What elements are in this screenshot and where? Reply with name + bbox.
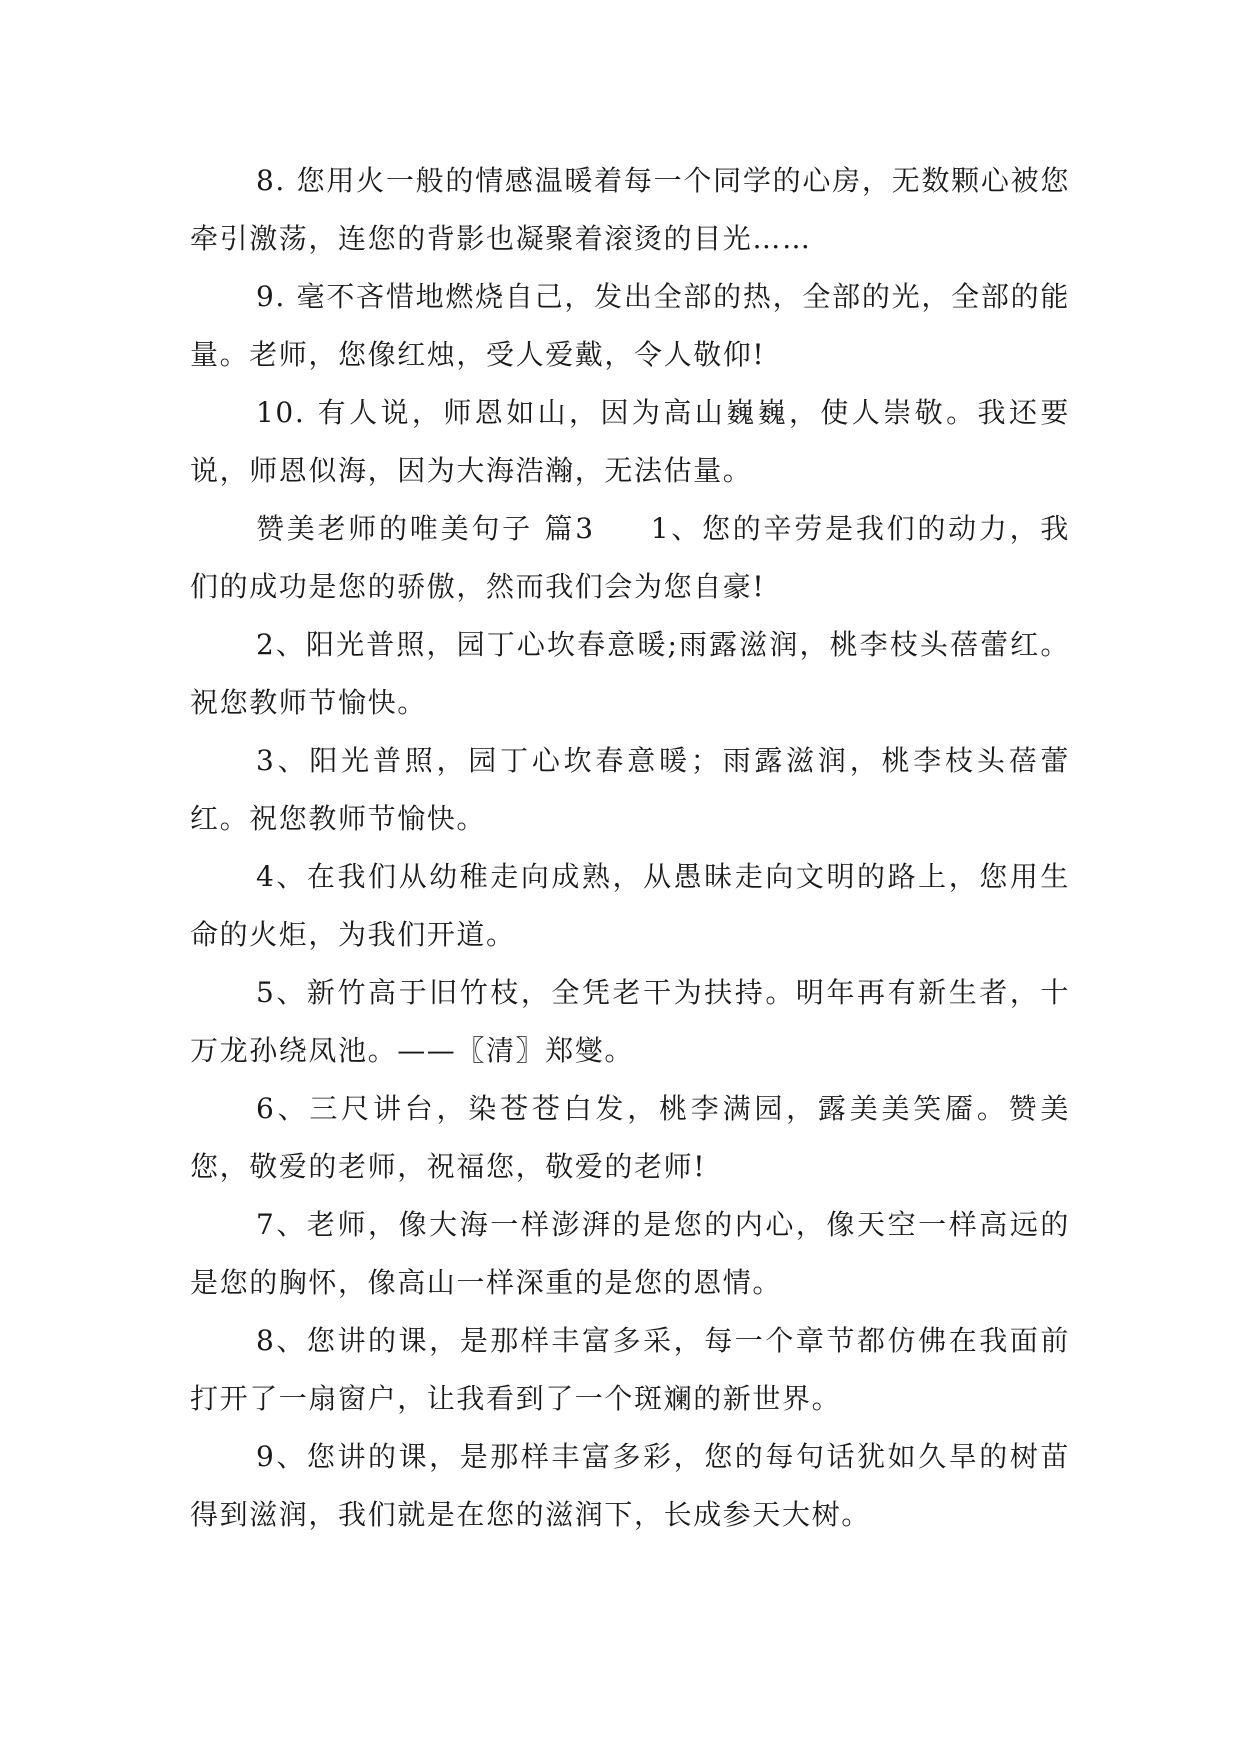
list-item-8: 8、您讲的课，是那样丰富多采，每一个章节都仿佛在我面前打开了一扇窗户，让我看到了一个斑斓的新世界。 [190,1324,1070,1415]
section-paragraph [190,500,1070,616]
list-item-4: 4、在我们从幼稚走向成熟，从愚昧走向文明的路上，您用生命的火炬，为我们开道。 [190,860,1070,951]
document-body [190,152,1070,1544]
list-item-6: 6、三尺讲台，染苍苍白发，桃李满园，露美美笑靥。赞美您，敬爱的老师，祝福您，敬爱的老师! [190,1092,1070,1183]
paragraph-10: 10. 有人说，师恩如山，因为高山巍巍，使人崇敬。我还要说，师恩似海，因为大海浩瀚，无法估量。 [190,396,1070,487]
paragraph-8: 8. 您用火一般的情感温暖着每一个同学的心房，无数颗心被您牵引激荡，连您的背影也凝聚着滚烫的目光…… [190,164,1070,255]
section-item-1: 1、您的辛劳是我们的动力，我们的成功是您的骄傲，然而我们会为您自豪! [190,512,1070,603]
list-item-5: 5、新竹高于旧竹枝，全凭老干为扶持。明年再有新生者，十万龙孙绕凤池。——〖清〗郑燮。 [190,976,1070,1067]
paragraph-9: 9. 毫不吝惜地燃烧自己，发出全部的热，全部的光，全部的能量。老师，您像红烛，受人爱戴，令人敬仰! [190,280,1070,371]
list-item-3: 3、阳光普照，园丁心坎春意暖；雨露滋润，桃李枝头蓓蕾红。祝您教师节愉快。 [190,744,1070,835]
list-item-7: 7、老师，像大海一样澎湃的是您的内心，像天空一样高远的是您的胸怀，像高山一样深重的是您的恩情。 [190,1208,1070,1299]
section-heading: 赞美老师的唯美句子 篇3 [256,512,595,545]
list-item-9: 9、您讲的课，是那样丰富多彩，您的每句话犹如久旱的树苗得到滋润，我们就是在您的滋润下，长成参天大树。 [190,1440,1070,1531]
list-item-2: 2、阳光普照，园丁心坎春意暖;雨露滋润，桃李枝头蓓蕾红。祝您教师节愉快。 [190,628,1070,719]
